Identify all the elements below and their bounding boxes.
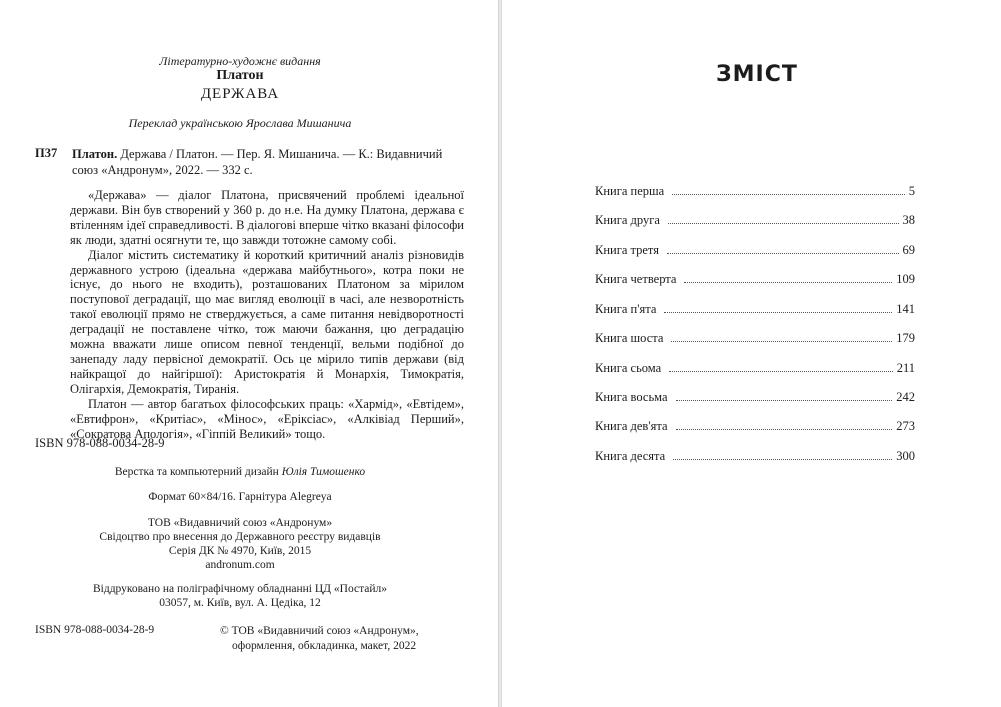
publisher-line: ТОВ «Видавничий союз «Андронум» [147, 517, 333, 529]
toc-leader-dots [669, 371, 893, 372]
isbn-bottom: ISBN 978-088-0034-28-9 [35, 624, 155, 636]
toc-leader-dots [667, 253, 899, 254]
format-info: Формат 60×84/16. Гарнітура Alegreya [148, 491, 332, 503]
toc-item[interactable] [595, 272, 915, 287]
publisher-line: Серія ДК № 4970, Київ, 2015 [168, 545, 312, 557]
abstract-paragraph: Діалог містить систематику й короткий критичний аналіз різновидів державного устрою (ідеальна «держава майбутнього», котра поки не існує, до нього не входить), розташованих Платоном за мірилом поступової деградації, що має вигляд еволюції в часі, але незворотність такої еволюції прямо не стверджується, а саме питання невідворотності деградації не поставлене чітко, тож маючи бажання, цю деградацію можна вважати лише описом певної тенденції, вельми подібної до занепаду ладу первісної демократії. Ось це мірило типів держави (від найкращої до найгіршої): Аристократія й Монархія, Тимократія, Олігархія, Демократія, Тиранія. [70, 247, 464, 396]
book-author: Платон [216, 68, 264, 83]
toc-item-page: 300 [896, 449, 915, 463]
toc-item-label: Книга п'ята [595, 302, 657, 316]
publisher-line: Свідоцтво про внесення до Державного реєстру видавців [99, 531, 381, 543]
layout-credit [40, 466, 440, 478]
left-page [0, 0, 498, 707]
toc-item[interactable] [595, 419, 915, 434]
toc-item-label: Книга четверта [595, 272, 677, 286]
toc-item[interactable] [595, 449, 915, 464]
toc-leader-dots [664, 312, 892, 313]
toc-item-page: 141 [896, 302, 915, 316]
book-title: ДЕРЖАВА [200, 86, 280, 102]
copyright-line: оформлення, обкладинка, макет, 2022 [232, 640, 417, 652]
toc-item-page: 179 [896, 331, 915, 345]
toc-item-page: 211 [896, 361, 915, 375]
layout-designer-name: Юлія Тимошенко [281, 466, 366, 478]
toc-item-label: Книга перша [595, 184, 665, 198]
toc-item-label: Книга друга [595, 213, 660, 227]
toc-item[interactable] [595, 331, 915, 346]
toc-heading: ЗМІСТ [716, 62, 798, 87]
toc-leader-dots [684, 282, 892, 283]
toc-item-label: Книга сьома [595, 361, 662, 375]
toc-item[interactable] [595, 184, 915, 199]
publisher-info [40, 516, 440, 572]
copyright-line: © ТОВ «Видавничий союз «Андронум», [220, 625, 419, 637]
toc-leader-dots [668, 223, 899, 224]
toc-leader-dots [673, 459, 892, 460]
translator-credit: Переклад українською Ярослава Мишанича [128, 116, 352, 130]
abstract-paragraph: «Держава» — діалог Платона, присвячений проблемі ідеальної держави. Він був створений у 360 р. до н.е. На думку Платона, держава є втіленням ідеї справедливості. В діалогові вперше чітко вказані філософи як люди, здатні осягнути те, що завжди тотожне самому собі. [70, 188, 464, 247]
toc-item-label: Книга восьма [595, 390, 668, 404]
copyright-notice [220, 624, 450, 654]
isbn: ISBN 978-088-0034-28-9 [35, 436, 165, 450]
toc-item-page: 273 [896, 419, 915, 433]
layout-credit-label: Верстка та компьютерний дизайн [114, 466, 282, 478]
catalog-author: Платон. [72, 147, 118, 161]
toc-item[interactable] [595, 243, 915, 258]
toc-leader-dots [671, 341, 892, 342]
toc-item-page: 5 [908, 184, 915, 198]
publisher-website: andronum.com [205, 559, 275, 571]
printer-line: Віддруковано на поліграфічному обладнанні ЦД «Постайл» [92, 583, 388, 595]
toc-item[interactable] [595, 213, 915, 228]
catalog-entry [72, 146, 464, 178]
toc-item-label: Книга дев'ята [595, 419, 668, 433]
catalog-line-2: союз «Андронум», 2022. — 332 с. [72, 163, 253, 177]
toc-leader-dots [672, 194, 905, 195]
catalog-code: П37 [35, 146, 58, 160]
right-page [502, 0, 1001, 707]
toc-item-page: 38 [902, 213, 915, 227]
printer-info [40, 582, 440, 610]
toc-item-label: Книга десята [595, 449, 666, 463]
series-label: Літературно-художнє видання [159, 54, 321, 68]
toc-item-label: Книга шоста [595, 331, 664, 345]
toc-item-page: 242 [896, 390, 915, 404]
toc-item-page: 109 [896, 272, 915, 286]
abstract-paragraph: Платон — автор багатьох філософських праць: «Хармід», «Евтідем», «Евтифрон», «Критіас», «Мінос», «Еріксіас», «Алківіад Перший», «Сократова Апологія», «Гіппій Великий» тощо. [70, 396, 464, 441]
printer-line: 03057, м. Київ, вул. А. Цедіка, 12 [159, 597, 321, 609]
catalog-line-1: Держава / Платон. — Пер. Я. Мишанича. — К.: Видавничий [117, 147, 443, 161]
toc-leader-dots [676, 400, 893, 401]
toc-item[interactable] [595, 361, 915, 376]
toc-item[interactable] [595, 390, 915, 405]
toc-leader-dots [676, 429, 893, 430]
toc-item[interactable] [595, 302, 915, 317]
toc-item-label: Книга третя [595, 243, 659, 257]
abstract [70, 188, 464, 441]
toc-item-page: 69 [902, 243, 915, 257]
